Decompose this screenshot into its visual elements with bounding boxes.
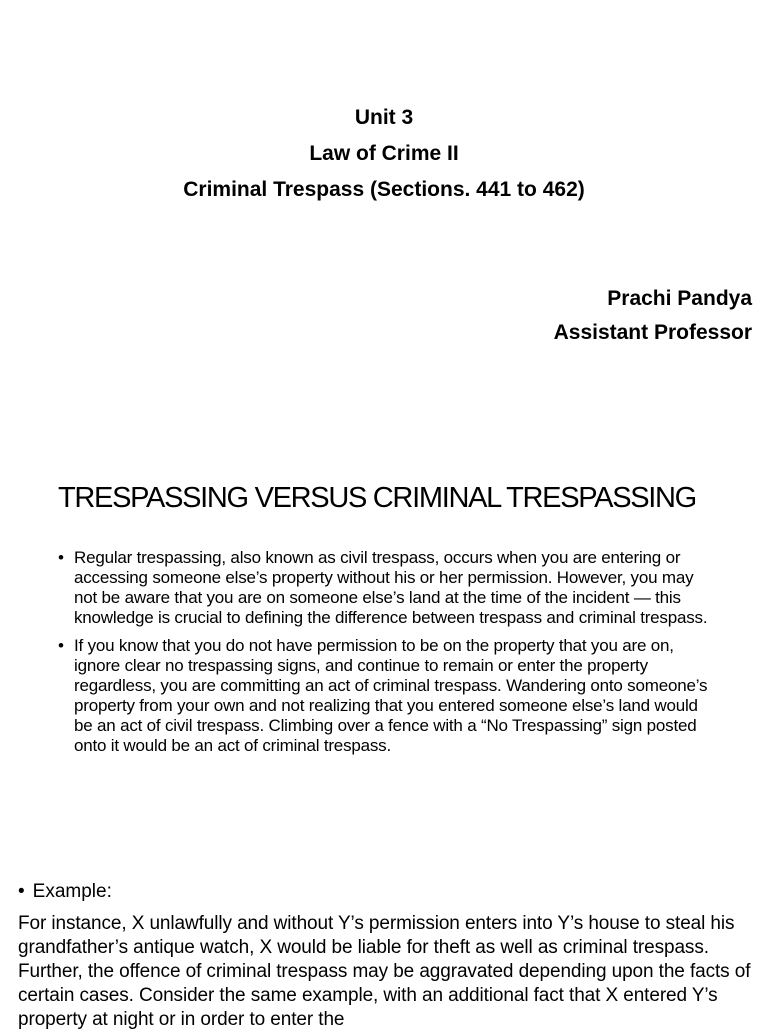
bullet-item [58,548,718,628]
example-label: Example: [32,881,112,902]
example-heading [18,880,112,904]
slide-trespassing-comparison [0,420,768,840]
slide-example [0,840,768,1030]
slide-title [0,0,768,420]
bullet-list [58,548,718,764]
course-title: Law of Crime II [309,142,459,165]
author-role: Assistant Professor [553,321,752,344]
slide-heading: TRESPASSING VERSUS CRIMINAL TRESPASSING [58,482,696,514]
example-paragraph: For instance, X unlawfully and without Y’s permission enters into Y’s house to steal his grandfather’s antique watch, X would be liable for theft as well as criminal trespass. Further, the offence of criminal trespass may be aggravated depending upon the facts of certain cases. Consider the same example, with an additional fact that X entered Y’s property at night or in order to enter the [18,913,751,1030]
author-block [554,282,752,350]
unit-title: Unit 3 [354,106,414,129]
bullet-icon: • [58,636,64,655]
bullet-item [58,636,718,756]
bullet-icon: • [18,881,25,902]
topic-title: Criminal Trespass (Sections. 441 to 462) [183,178,585,201]
author-name: Prachi Pandya [607,287,752,310]
bullet-text: If you know that you do not have permission to be on the property that you are on, ignore clear no trespassing signs, and continue to remain or enter the property regardless, you are committing an act of criminal trespass. Wandering onto someone’s property from your own and not realizing that you entered someone else’s land would be an act of civil trespass. Climbing over a fence with a “No Trespassing” sign posted onto it would be an act of criminal trespass. [74,636,708,755]
bullet-text: Regular trespassing, also known as civil trespass, occurs when you are entering or accessing someone else’s property without his or her permission. However, you may not be aware that you are on someone else’s land at the time of the incident — this knowledge is crucial to defining the difference between trespass and criminal trespass. [74,548,708,627]
bullet-icon: • [58,548,64,567]
title-block [0,100,768,208]
